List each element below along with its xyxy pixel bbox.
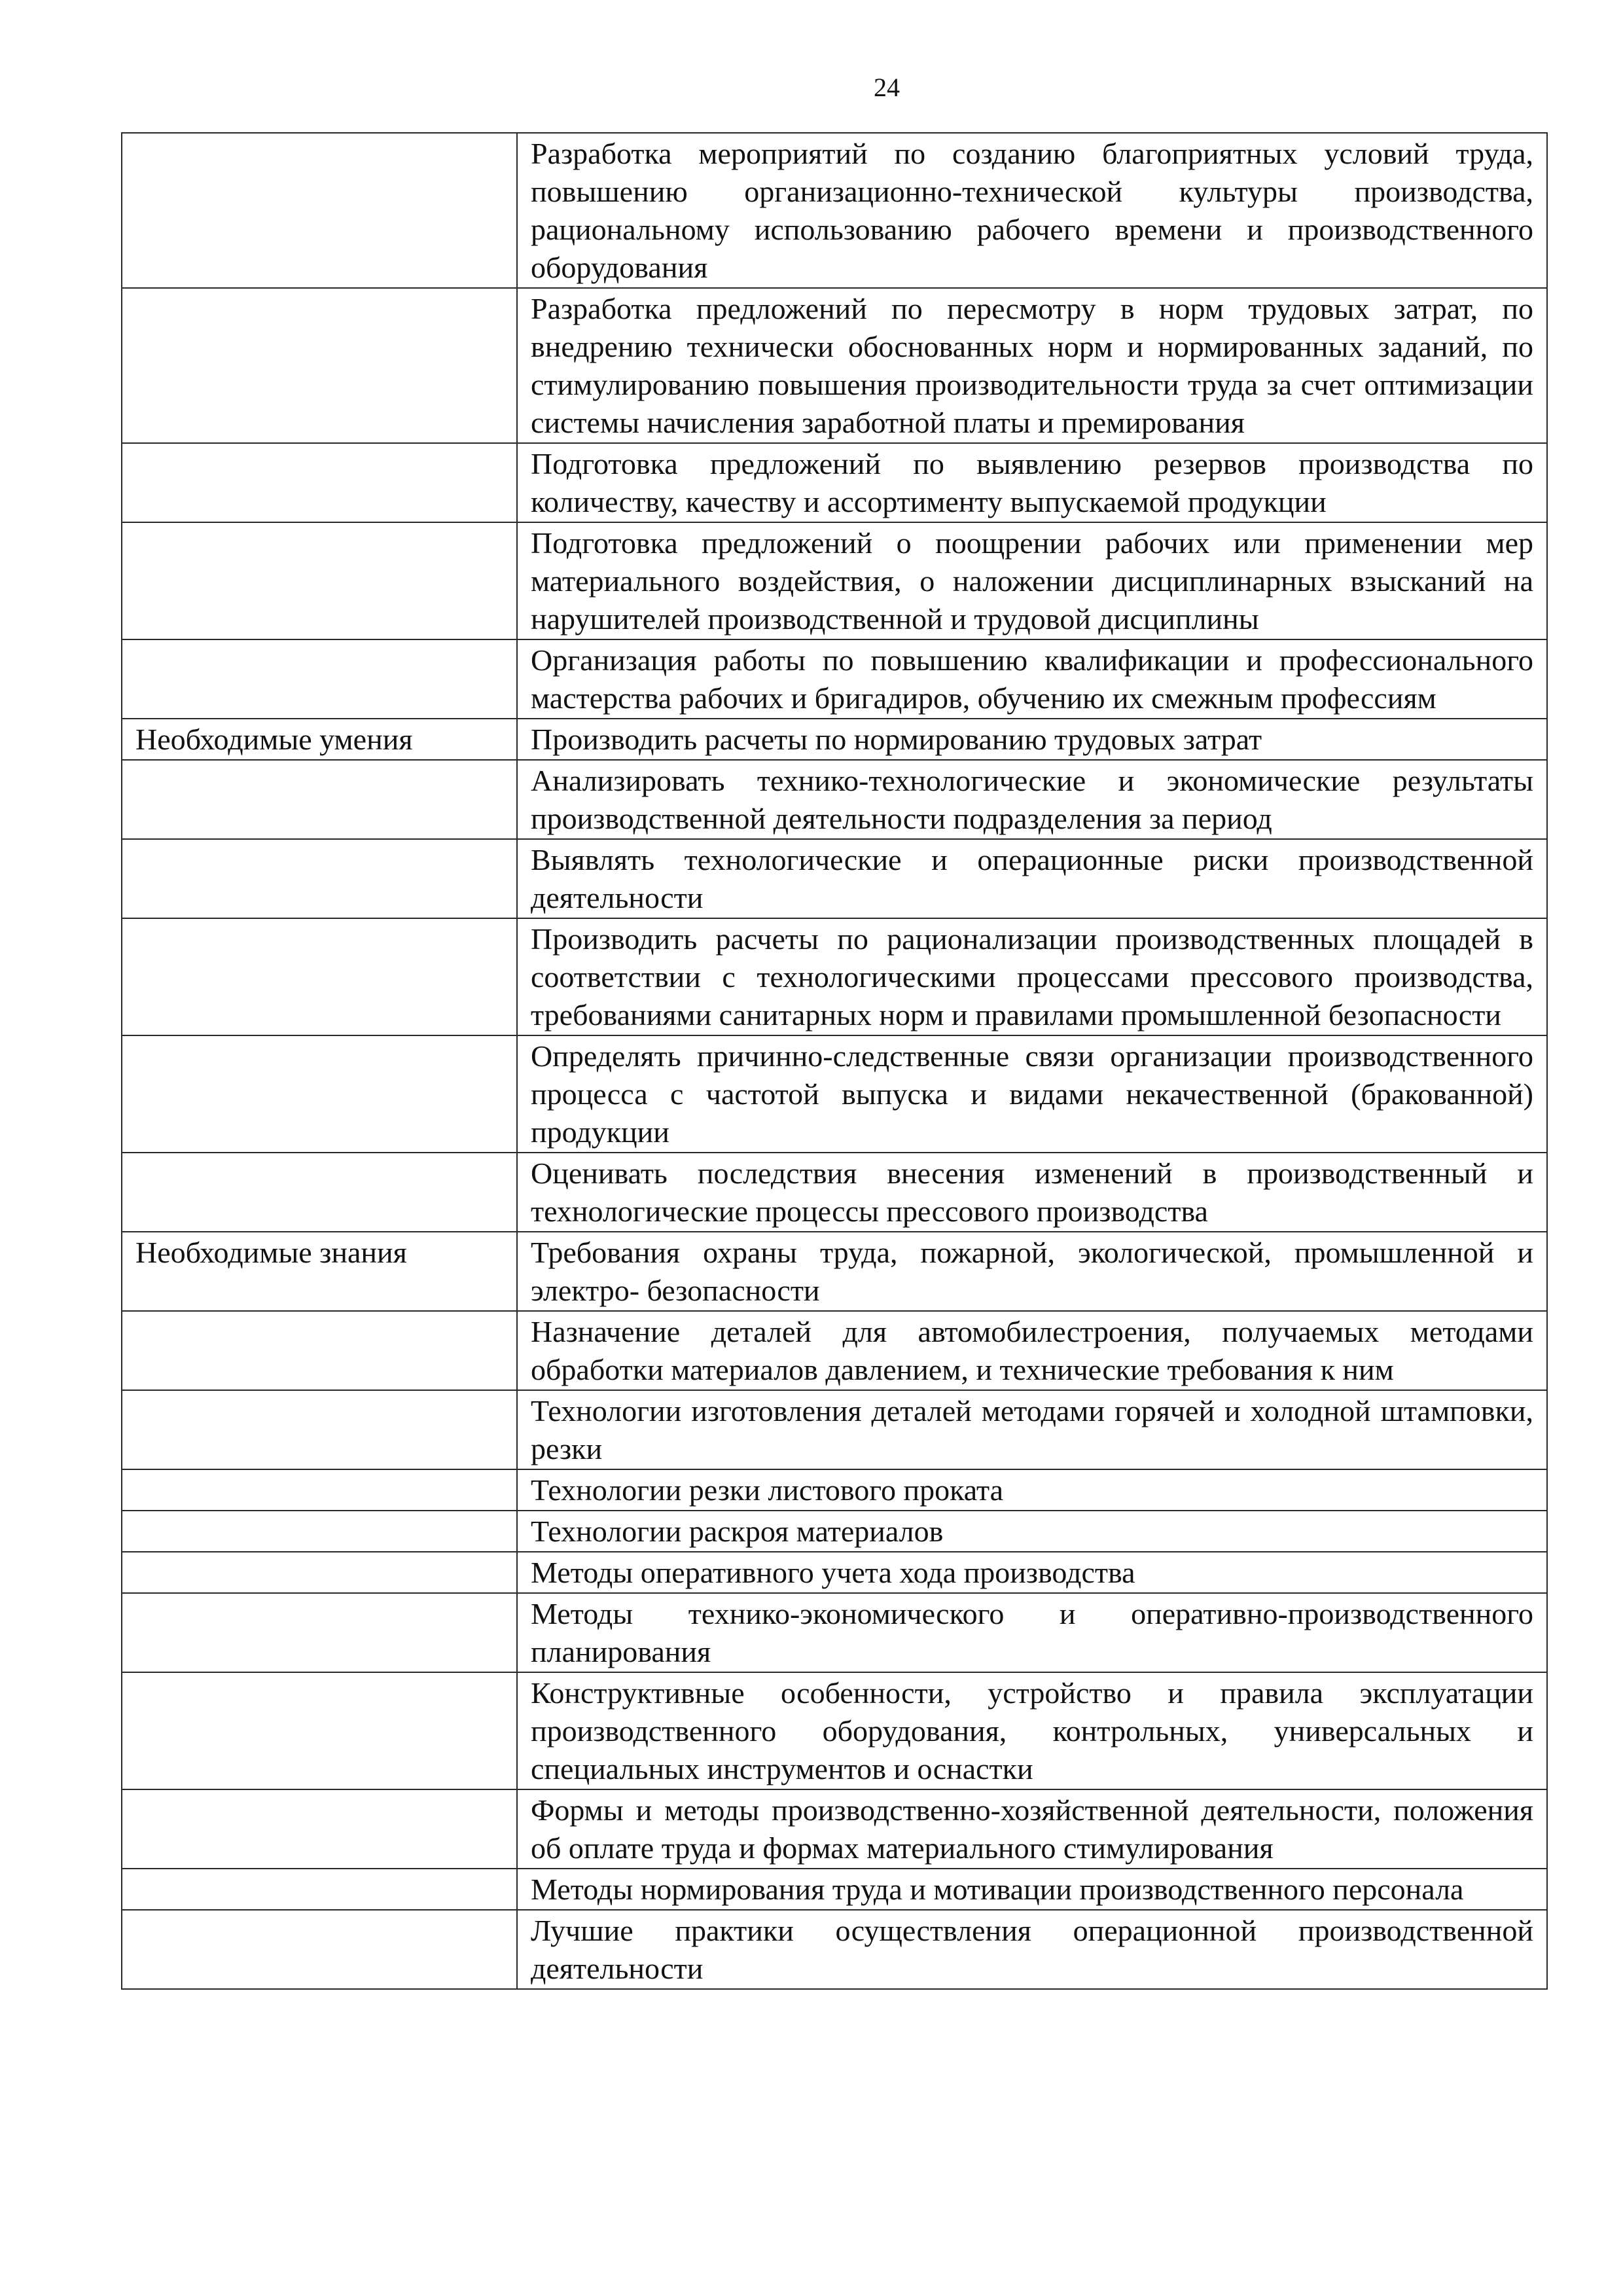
table-row	[122, 1153, 1547, 1232]
row-text: Анализировать технико-технологические и экономические результаты производственной деятельности подразделения за период	[517, 760, 1547, 839]
row-text: Определять причинно-следственные связи организации производственного процесса с частотой выпуска и видами некачественной (бракованной) продукции	[517, 1035, 1547, 1153]
row-label	[122, 839, 517, 918]
row-text: Оценивать последствия внесения изменений в производственный и технологические процессы прессового производства	[517, 1153, 1547, 1232]
row-text: Производить расчеты по рационализации производственных площадей в соответствии с технологическими процессами прессового производства, требованиями санитарных норм и правилами промышленной безопасности	[517, 918, 1547, 1035]
row-label	[122, 918, 517, 1035]
row-text: Производить расчеты по нормированию трудовых затрат	[517, 719, 1547, 760]
row-label	[122, 1910, 517, 1989]
row-label	[122, 1672, 517, 1789]
row-text: Методы оперативного учета хода производства	[517, 1552, 1547, 1593]
table-row	[122, 760, 1547, 839]
row-label	[122, 1593, 517, 1672]
table-row	[122, 1552, 1547, 1593]
page-number: 24	[874, 73, 900, 102]
table-row	[122, 288, 1547, 443]
row-label	[122, 1511, 517, 1552]
row-text: Конструктивные особенности, устройство и правила эксплуатации производственного оборудования, контрольных, универсальных и специальных инструментов и оснастки	[517, 1672, 1547, 1789]
table-row	[122, 639, 1547, 719]
row-text: Разработка мероприятий по созданию благоприятных условий труда, повышению организационно-технической культуры производства, рациональному использованию рабочего времени и производственного оборудования	[517, 133, 1547, 288]
row-text: Методы технико-экономического и оперативно-производственного планирования	[517, 1593, 1547, 1672]
table-row	[122, 1910, 1547, 1989]
table-row	[122, 522, 1547, 639]
row-label	[122, 1789, 517, 1869]
row-text: Организация работы по повышению квалификации и профессионального мастерства рабочих и бригадиров, обучению их смежным профессиям	[517, 639, 1547, 719]
table-row	[122, 1593, 1547, 1672]
table-row	[122, 1035, 1547, 1153]
row-text: Технологии резки листового проката	[517, 1469, 1547, 1511]
row-label	[122, 288, 517, 443]
row-text: Подготовка предложений по выявлению резервов производства по количеству, качеству и ассортименту выпускаемой продукции	[517, 443, 1547, 522]
row-label	[122, 1869, 517, 1910]
table-row	[122, 1311, 1547, 1390]
table-row	[122, 1789, 1547, 1869]
row-label	[122, 639, 517, 719]
row-text: Формы и методы производственно-хозяйственной деятельности, положения об оплате труда и формах материального стимулирования	[517, 1789, 1547, 1869]
table-row	[122, 918, 1547, 1035]
table-row	[122, 839, 1547, 918]
row-label: Необходимые умения	[122, 719, 517, 760]
row-label: Необходимые знания	[122, 1232, 517, 1311]
requirements-table	[121, 132, 1548, 1990]
row-label	[122, 133, 517, 288]
row-label	[122, 760, 517, 839]
row-text: Назначение деталей для автомобилестроения, получаемых методами обработки материалов давлением, и технические требования к ним	[517, 1311, 1547, 1390]
row-label	[122, 1390, 517, 1469]
row-label	[122, 1469, 517, 1511]
table-row	[122, 719, 1547, 760]
row-text: Лучшие практики осуществления операционной производственной деятельности	[517, 1910, 1547, 1989]
table-row	[122, 1469, 1547, 1511]
row-label	[122, 1552, 517, 1593]
table-row	[122, 1390, 1547, 1469]
table-row	[122, 1232, 1547, 1311]
row-text: Технологии изготовления деталей методами горячей и холодной штамповки, резки	[517, 1390, 1547, 1469]
row-text: Методы нормирования труда и мотивации производственного персонала	[517, 1869, 1547, 1910]
row-label	[122, 522, 517, 639]
table-row	[122, 1869, 1547, 1910]
row-label	[122, 1035, 517, 1153]
table-row	[122, 443, 1547, 522]
row-text: Требования охраны труда, пожарной, экологической, промышленной и электро- безопасности	[517, 1232, 1547, 1311]
row-label	[122, 1153, 517, 1232]
row-label	[122, 1311, 517, 1390]
row-label	[122, 443, 517, 522]
table-row	[122, 1672, 1547, 1789]
row-text: Выявлять технологические и операционные риски производственной деятельности	[517, 839, 1547, 918]
table-body	[122, 133, 1547, 1989]
table-row	[122, 133, 1547, 288]
row-text: Технологии раскроя материалов	[517, 1511, 1547, 1552]
table-row	[122, 1511, 1547, 1552]
row-text: Разработка предложений по пересмотру в норм трудовых затрат, по внедрению технически обоснованных норм и нормированных заданий, по стимулированию повышения производительности труда за счет оптимизации системы начисления заработной платы и премирования	[517, 288, 1547, 443]
row-text: Подготовка предложений о поощрении рабочих или применении мер материального воздействия, о наложении дисциплинарных взысканий на нарушителей производственной и трудовой дисциплины	[517, 522, 1547, 639]
